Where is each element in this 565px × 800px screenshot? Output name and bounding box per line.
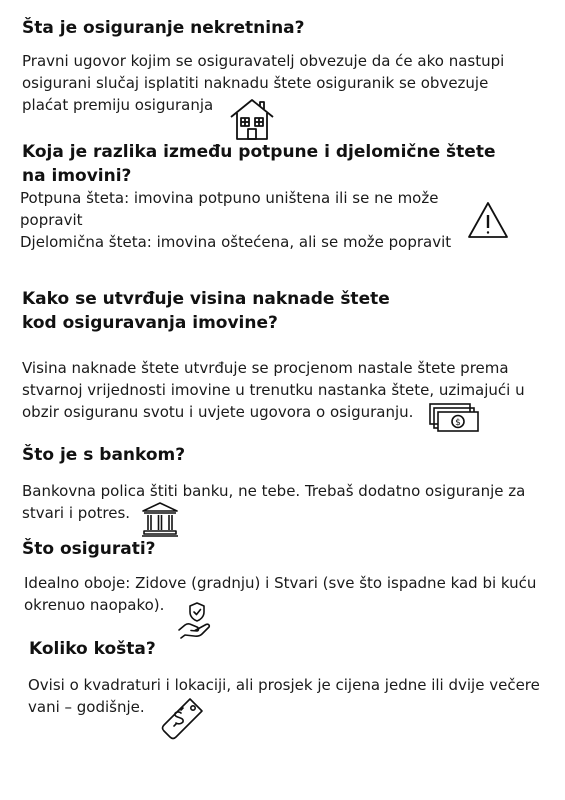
heading-cost: Koliko košta?	[29, 639, 156, 659]
svg-text:$: $	[455, 418, 461, 428]
heading-what-is-property-insurance: Šta je osiguranje nekretnina?	[22, 18, 305, 38]
paragraph-what-to-insure: Idealno oboje: Zidove (gradnju) i Stvari (sve što ispadne kad bi kuću okrenuo naopako).	[24, 574, 537, 614]
heading-what-to-insure: Što osigurati?	[22, 539, 156, 559]
warning-icon	[466, 200, 510, 240]
house-icon	[228, 96, 276, 142]
money-icon	[428, 401, 480, 433]
line-partial-damage: Djelomična šteta: imovina oštećena, ali se može popravit	[20, 233, 452, 251]
line-total-damage: Potpuna šteta: imovina potpuno uništena ili se ne može popravit	[20, 189, 439, 229]
price-tag-icon	[157, 694, 207, 744]
heading-bank: Što je s bankom?	[22, 445, 186, 465]
hand-shield-icon	[177, 600, 219, 640]
heading-damage-difference: Koja je razlika između potpune i djelomične štete na imovini?	[22, 142, 496, 186]
paragraph-compensation: Visina naknade štete utvrđuje se procjenom nastale štete prema stvarnoj vrijednosti imovine u trenutku nastanka štete, uzimajući u obzir osiguranu svotu i uvjete ugovora o osiguranju.	[22, 359, 525, 421]
heading-compensation-amount: Kako se utvrđuje visina naknade štete kod osiguravanja imovine?	[22, 289, 390, 333]
bank-icon	[140, 500, 180, 538]
paragraph-bank: Bankovna polica štiti banku, ne tebe. Trebaš dodatno osiguranje za stvari i potres.	[22, 482, 526, 522]
paragraph-definition: Pravni ugovor kojim se osiguravatelj obvezuje da će ako nastupi osigurani slučaj isplatiti naknadu štete osiguranik se obvezuje plaćat premiju osiguranja	[22, 52, 505, 114]
paragraph-cost: Ovisi o kvadraturi i lokaciji, ali prosjek je cijena jedne ili dvije večere vani – godišnje.	[28, 676, 540, 716]
